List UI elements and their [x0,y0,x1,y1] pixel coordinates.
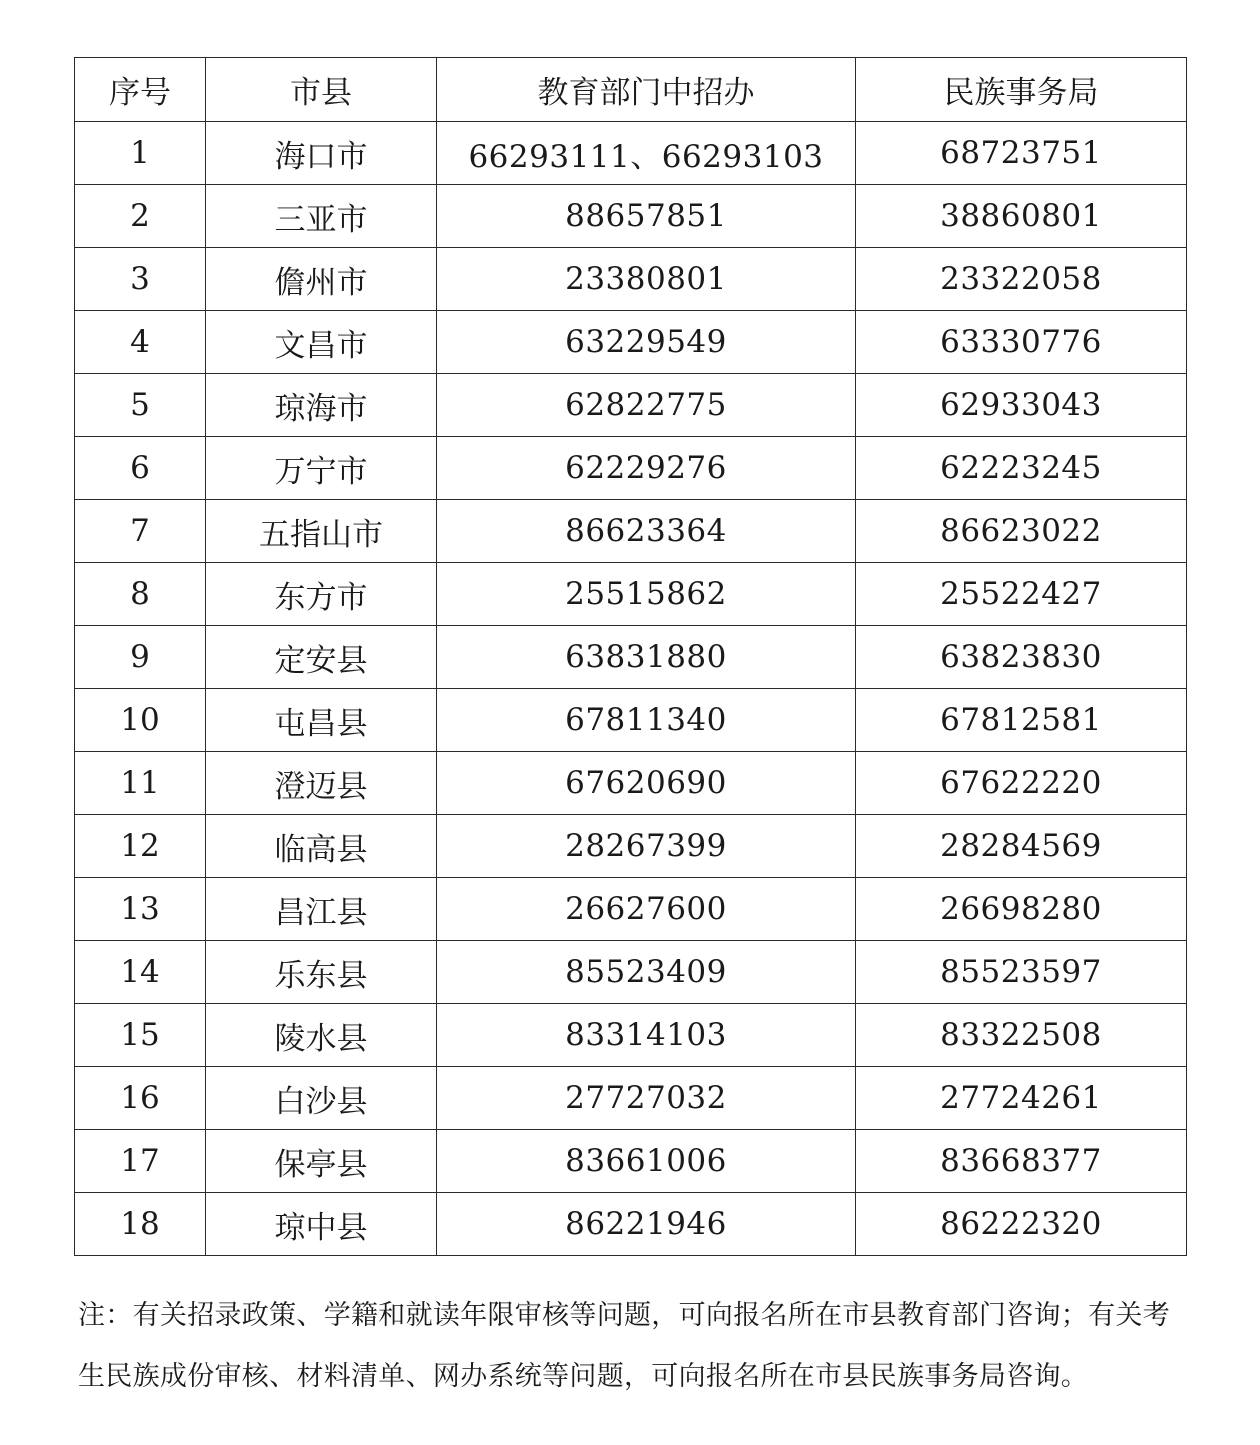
table-row [75,1067,1187,1130]
table-row [75,1130,1187,1193]
cell-city: 定安县 [206,626,437,689]
cell-index: 11 [75,752,206,815]
cell-index: 5 [75,374,206,437]
cell-index: 10 [75,689,206,752]
cell-education-phone: 67620690 [437,752,856,815]
cell-education-phone: 27727032 [437,1067,856,1130]
cell-index: 18 [75,1193,206,1256]
cell-ethnic-affairs-phone: 67812581 [856,689,1187,752]
cell-education-phone: 28267399 [437,815,856,878]
cell-education-phone: 67811340 [437,689,856,752]
cell-index: 17 [75,1130,206,1193]
cell-education-phone: 83661006 [437,1130,856,1193]
cell-city: 琼中县 [206,1193,437,1256]
footnote: 注：有关招录政策、学籍和就读年限审核等问题，可向报名所在市县教育部门咨询；有关考生民族成份审核、材料清单、网办系统等问题，可向报名所在市县民族事务局咨询。 [78,1300,1170,1392]
cell-city: 五指山市 [206,500,437,563]
cell-index: 7 [75,500,206,563]
cell-education-phone: 63229549 [437,311,856,374]
table-row [75,311,1187,374]
cell-ethnic-affairs-phone: 23322058 [856,248,1187,311]
cell-ethnic-affairs-phone: 63330776 [856,311,1187,374]
table-header-row [75,58,1187,122]
cell-ethnic-affairs-phone: 85523597 [856,941,1187,1004]
table-row [75,752,1187,815]
table-body [75,122,1187,1256]
cell-ethnic-affairs-phone: 86222320 [856,1193,1187,1256]
cell-index: 4 [75,311,206,374]
cell-city: 昌江县 [206,878,437,941]
cell-city: 澄迈县 [206,752,437,815]
cell-ethnic-affairs-phone: 28284569 [856,815,1187,878]
table-row [75,563,1187,626]
cell-index: 13 [75,878,206,941]
cell-city: 文昌市 [206,311,437,374]
table-row [75,500,1187,563]
cell-index: 1 [75,122,206,185]
cell-education-phone: 26627600 [437,878,856,941]
cell-city: 乐东县 [206,941,437,1004]
cell-education-phone: 85523409 [437,941,856,1004]
cell-ethnic-affairs-phone: 67622220 [856,752,1187,815]
cell-index: 9 [75,626,206,689]
cell-city: 三亚市 [206,185,437,248]
table-row [75,185,1187,248]
table-row [75,1004,1187,1067]
cell-ethnic-affairs-phone: 63823830 [856,626,1187,689]
table-row [75,626,1187,689]
table-row [75,437,1187,500]
table-row [75,374,1187,437]
header-city: 市县 [206,58,437,122]
cell-education-phone: 63831880 [437,626,856,689]
cell-index: 6 [75,437,206,500]
cell-city: 陵水县 [206,1004,437,1067]
cell-index: 2 [75,185,206,248]
cell-ethnic-affairs-phone: 83668377 [856,1130,1187,1193]
cell-city: 海口市 [206,122,437,185]
cell-ethnic-affairs-phone: 25522427 [856,563,1187,626]
cell-ethnic-affairs-phone: 62223245 [856,437,1187,500]
cell-education-phone: 25515862 [437,563,856,626]
table-row [75,1193,1187,1256]
header-education-office: 教育部门中招办 [437,58,856,122]
table-row [75,815,1187,878]
cell-city: 屯昌县 [206,689,437,752]
cell-index: 15 [75,1004,206,1067]
cell-city: 保亭县 [206,1130,437,1193]
cell-education-phone: 86221946 [437,1193,856,1256]
cell-education-phone: 86623364 [437,500,856,563]
header-index: 序号 [75,58,206,122]
contact-table [74,57,1187,1256]
cell-education-phone: 83314103 [437,1004,856,1067]
cell-ethnic-affairs-phone: 62933043 [856,374,1187,437]
cell-education-phone: 88657851 [437,185,856,248]
table-row [75,878,1187,941]
cell-ethnic-affairs-phone: 26698280 [856,878,1187,941]
cell-index: 3 [75,248,206,311]
cell-city: 儋州市 [206,248,437,311]
cell-city: 万宁市 [206,437,437,500]
cell-education-phone: 66293111、66293103 [437,122,856,185]
cell-education-phone: 23380801 [437,248,856,311]
cell-ethnic-affairs-phone: 83322508 [856,1004,1187,1067]
cell-index: 14 [75,941,206,1004]
cell-education-phone: 62822775 [437,374,856,437]
cell-index: 8 [75,563,206,626]
header-ethnic-affairs-bureau: 民族事务局 [856,58,1187,122]
table-row [75,689,1187,752]
cell-ethnic-affairs-phone: 86623022 [856,500,1187,563]
cell-city: 临高县 [206,815,437,878]
table-row [75,941,1187,1004]
cell-index: 12 [75,815,206,878]
cell-ethnic-affairs-phone: 38860801 [856,185,1187,248]
cell-city: 东方市 [206,563,437,626]
cell-ethnic-affairs-phone: 27724261 [856,1067,1187,1130]
cell-education-phone: 62229276 [437,437,856,500]
table-row [75,248,1187,311]
cell-ethnic-affairs-phone: 68723751 [856,122,1187,185]
cell-city: 白沙县 [206,1067,437,1130]
cell-city: 琼海市 [206,374,437,437]
table-row [75,122,1187,185]
cell-index: 16 [75,1067,206,1130]
